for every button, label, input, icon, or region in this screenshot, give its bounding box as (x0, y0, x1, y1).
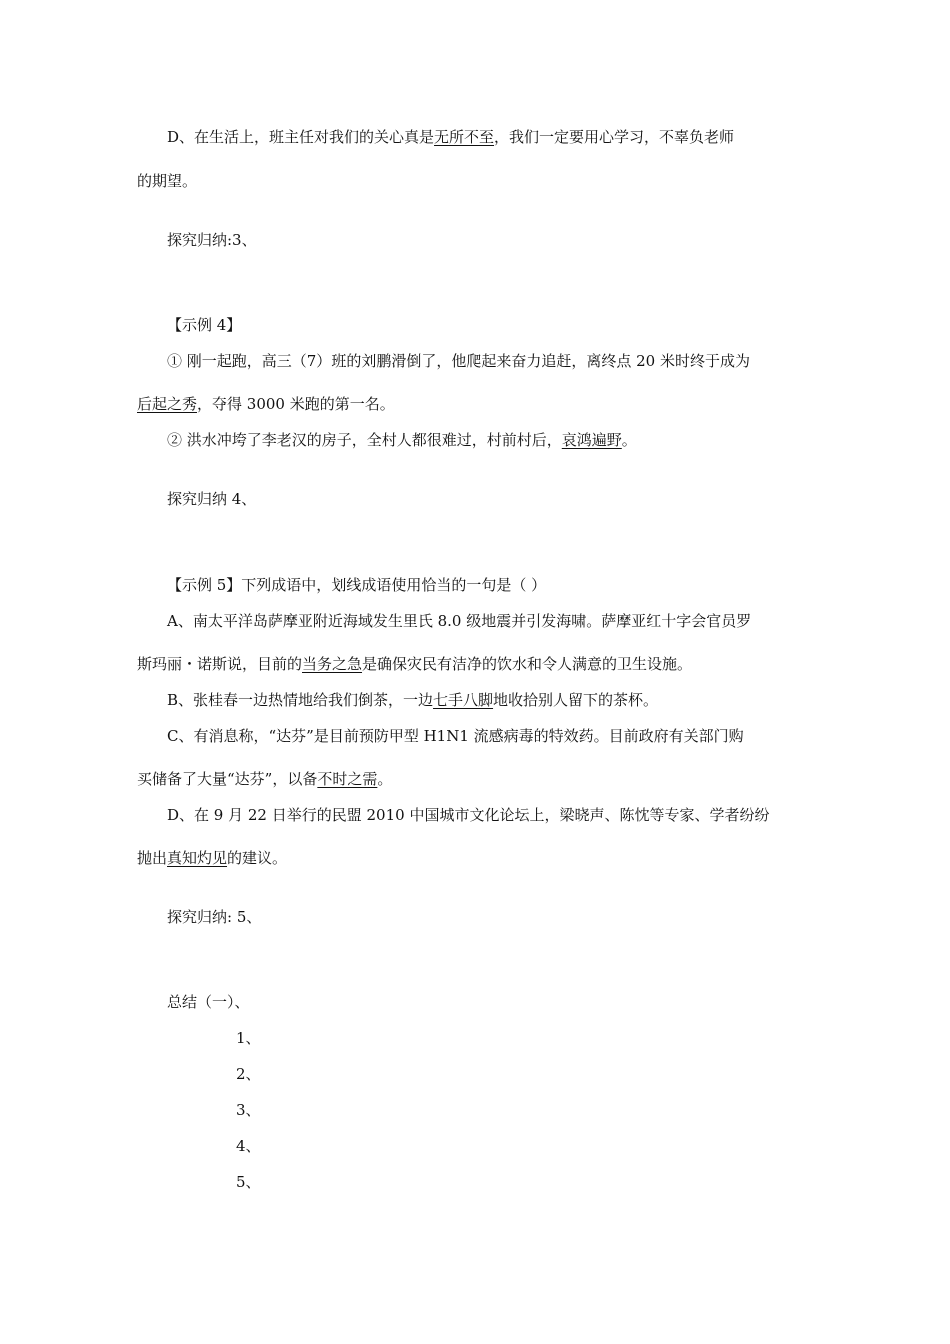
option-d5-line2 (137, 848, 817, 868)
text-segment: 的建议。 (227, 849, 288, 867)
text-segment: D、在生活上，班主任对我们的关心真是 (167, 128, 435, 146)
underlined-idiom: 真知灼见 (167, 849, 228, 867)
summary-item-3: 3、 (236, 1101, 261, 1119)
example-4-item2 (167, 430, 817, 450)
example-4-item1-line1: ① 刚一起跑，高三（7）班的刘鹏滑倒了，他爬起来奋力追赶，离终点 20 米时终于成为 (167, 352, 750, 370)
option-b (167, 690, 817, 710)
inquiry-summary-4: 探究归纳 4、 (167, 490, 257, 508)
text-segment: ② 洪水冲垮了李老汉的房子，全村人都很难过，村前村后， (167, 431, 562, 449)
text-segment: 抛出 (137, 849, 168, 867)
summary-title: 总结（一）、 (167, 993, 250, 1011)
option-d-line1 (167, 127, 817, 147)
underlined-idiom: 哀鸿遍野 (561, 431, 622, 449)
underlined-idiom: 无所不至 (434, 128, 495, 146)
option-a-line2 (137, 654, 817, 674)
underlined-idiom: 后起之秀 (137, 395, 198, 413)
option-c-line1: C、有消息称，“达芬”是目前预防甲型 H1N1 流感病毒的特效药。目前政府有关部门购 (167, 727, 744, 745)
text-segment: 。 (621, 431, 637, 449)
underlined-idiom: 七手八脚 (433, 691, 494, 709)
summary-item-1: 1、 (236, 1029, 261, 1047)
text-segment: 买储备了大量“达芬”，以备 (137, 770, 318, 788)
text-segment: 地收拾别人留下的茶杯。 (493, 691, 659, 709)
text-segment: ，夺得 3000 米跑的第一名。 (197, 395, 395, 413)
inquiry-summary-5: 探究归纳: 5、 (167, 908, 262, 926)
option-a-line1: A、南太平洋岛萨摩亚附近海域发生里氏 8.0 级地震并引发海啸。萨摩亚红十字会官员罗 (167, 612, 752, 630)
inquiry-summary-3: 探究归纳:3、 (167, 231, 257, 249)
text-segment: 是确保灾民有洁净的饮水和令人满意的卫生设施。 (362, 655, 693, 673)
option-d-line2: 的期望。 (137, 172, 198, 190)
text-segment: 斯玛丽・诺斯说，目前的 (137, 655, 303, 673)
example-4-item1-line2 (137, 394, 817, 414)
option-c-line2 (137, 769, 817, 789)
example-4-heading: 【示例 4】 (167, 316, 242, 334)
underlined-idiom: 当务之急 (302, 655, 363, 673)
text-segment: ，我们一定要用心学习，不辜负老师 (494, 128, 735, 146)
underlined-idiom: 不时之需 (317, 770, 378, 788)
text-segment: 。 (377, 770, 393, 788)
summary-item-2: 2、 (236, 1065, 261, 1083)
summary-item-5: 5、 (236, 1173, 261, 1191)
option-d5-line1: D、在 9 月 22 日举行的民盟 2010 中国城市文化论坛上，梁晓声、陈忱等专家、学者纷纷 (167, 806, 770, 824)
summary-item-4: 4、 (236, 1137, 261, 1155)
text-segment: B、张桂春一边热情地给我们倒茶，一边 (167, 691, 434, 709)
example-5-heading: 【示例 5】下列成语中，划线成语使用恰当的一句是（ ） (167, 576, 547, 594)
